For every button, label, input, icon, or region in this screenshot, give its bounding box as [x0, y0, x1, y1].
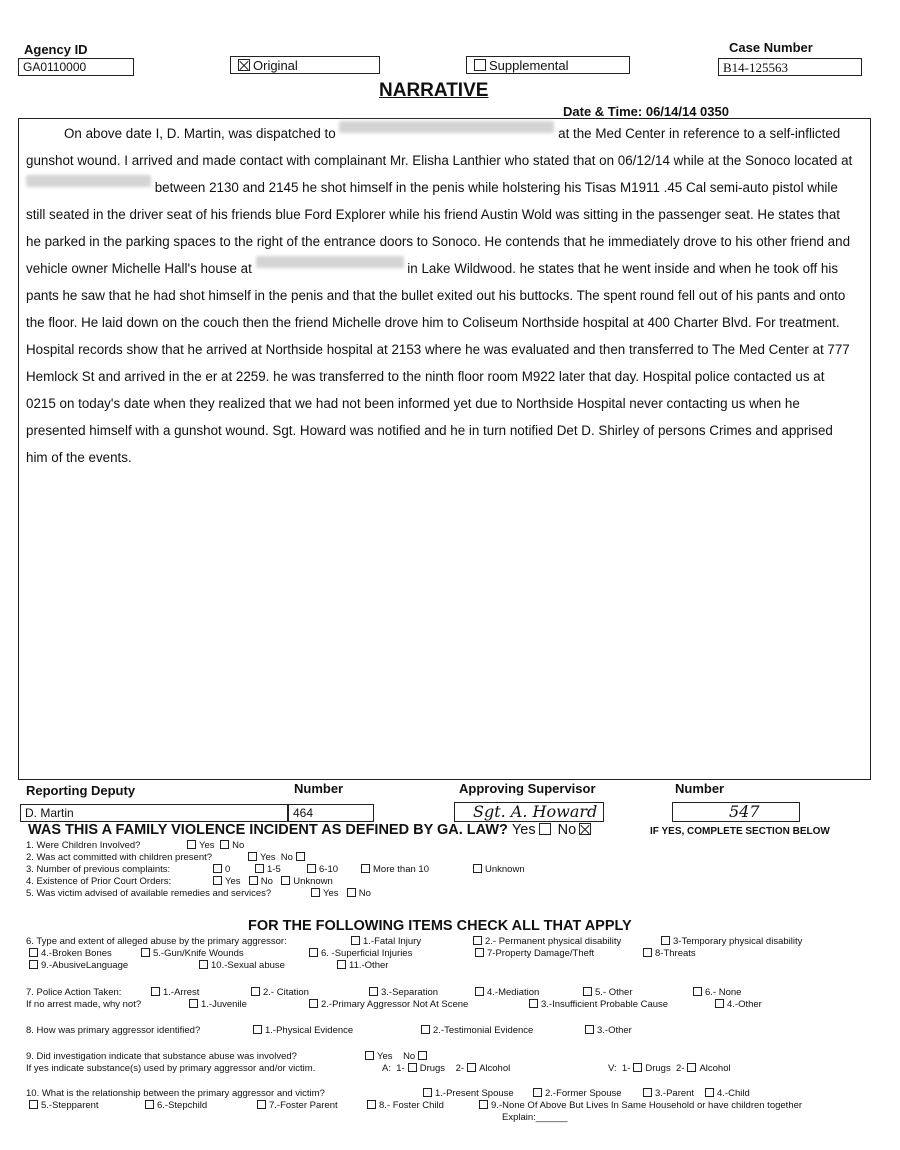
supplemental-checkbox-field	[466, 56, 630, 74]
q9-v-alcohol-label: Alcohol	[699, 1063, 731, 1074]
q10-opt-0	[420, 1088, 514, 1099]
q9-a-label: A:	[382, 1063, 391, 1074]
q6-opt-7	[640, 948, 696, 959]
fv-q3-opt-3-label: More than 10	[373, 864, 429, 875]
fv-q4	[26, 876, 171, 887]
q6-opt-4-checkbox	[141, 948, 150, 957]
q7-opt-3	[472, 987, 539, 998]
agency-id-field: GA0110000	[18, 58, 134, 76]
original-checkbox-field	[230, 56, 380, 74]
q6-opt-3-checkbox	[29, 948, 38, 957]
q7-opt-3-label: 4.-Mediation	[487, 987, 540, 998]
q9-aggressor-options	[382, 1063, 510, 1074]
q10-opt-1-checkbox	[533, 1088, 542, 1097]
date-time: Date & Time: 06/14/14 0350	[563, 104, 729, 119]
redacted-address-1	[339, 121, 554, 133]
q6-opt-7-checkbox	[643, 948, 652, 957]
q9-v-label: V:	[608, 1063, 617, 1074]
q9-v-num-2: 2-	[675, 1063, 685, 1074]
q6-opt-5-checkbox	[309, 948, 318, 957]
fv-q1-options	[184, 840, 244, 851]
supervisor-signature: Sgt. A. Howard	[454, 802, 604, 822]
fv-note: IF YES, COMPLETE SECTION BELOW	[650, 826, 830, 837]
original-label: Original	[253, 58, 298, 73]
q10-opt-0-label: 1.-Present Spouse	[435, 1088, 514, 1099]
fv-q5	[26, 888, 271, 899]
q6-opt-9	[196, 960, 285, 971]
case-number-label: Case Number	[729, 40, 813, 55]
q6-opt-9-label: 10.-Sexual abuse	[211, 960, 285, 971]
q7	[26, 987, 121, 998]
q8-opt-0-label: 1.-Physical Evidence	[265, 1025, 354, 1036]
narrative-part-1: On above date I, D. Martin, was dispatched to	[64, 126, 340, 141]
fv-q3-opt-1-checkbox	[255, 864, 264, 873]
q6-opt-7-label: 8-Threats	[655, 948, 696, 959]
q10-opt-8-checkbox	[479, 1100, 488, 1109]
q7-opt-4-label: 5.- Other	[595, 987, 633, 998]
fv-q4-yes-label: Yes	[225, 876, 241, 887]
q7-opt-2-checkbox	[369, 987, 378, 996]
fv-q2-options	[245, 852, 308, 863]
fv-q4-unknown-label: Unknown	[293, 876, 333, 887]
q6-opt-6-label: 7-Property Damage/Theft	[487, 948, 595, 959]
q9-victim-options	[608, 1063, 731, 1074]
fv-q1-text: 1. Were Children Involved?	[26, 840, 141, 851]
family-violence-question	[28, 822, 594, 838]
q7b-opt-3-checkbox	[715, 999, 724, 1008]
q9-a-drugs-label: Drugs	[419, 1063, 446, 1074]
q6	[26, 936, 287, 947]
q10-opt-1	[530, 1088, 622, 1099]
q7-opt-1-checkbox	[251, 987, 260, 996]
fv-q3-opt-4-checkbox	[473, 864, 482, 873]
fv-q3-opt-1	[252, 864, 281, 875]
q9-text: 9. Did investigation indicate that substance abuse was involved?	[26, 1051, 297, 1062]
deputy-number-field: 464	[288, 804, 374, 822]
supervisor-number-field: 547	[672, 802, 800, 822]
q10-opt-6	[254, 1100, 338, 1111]
redacted-address-3	[256, 256, 404, 268]
fv-q2-yes-label: Yes	[260, 852, 276, 863]
q8-opt-1-label: 2.-Testimonial Evidence	[433, 1025, 534, 1036]
q8	[26, 1025, 200, 1036]
q8-opt-1-checkbox	[421, 1025, 430, 1034]
q10-opt-4-label: 5.-Stepparent	[41, 1100, 99, 1111]
q8-opt-2	[582, 1025, 632, 1036]
q7b-opt-1-label: 2.-Primary Aggressor Not At Scene	[321, 999, 469, 1010]
q6-opt-3	[26, 948, 112, 959]
q10-opt-2-label: 3.-Parent	[655, 1088, 695, 1099]
q10-opt-2	[640, 1088, 694, 1099]
q8-opt-0-checkbox	[253, 1025, 262, 1034]
q6-opt-10	[334, 960, 388, 971]
q10-opt-8-label: 9.-None Of Above But Lives In Same Household or have children together	[491, 1100, 803, 1111]
q6-opt-0-label: 1.-Fatal Injury	[363, 936, 422, 947]
fv-q2-text: 2. Was act committed with children present?	[26, 852, 213, 863]
q9-v-num-1: 1-	[621, 1063, 631, 1074]
q6-opt-4	[138, 948, 244, 959]
q8-opt-2-checkbox	[585, 1025, 594, 1034]
fv-q1-yes-checkbox	[187, 840, 196, 849]
q6-opt-2-checkbox	[661, 936, 670, 945]
fv-q2-no-label: No	[280, 852, 293, 863]
fv-q5-yes-label: Yes	[323, 888, 339, 899]
q10-opt-4	[26, 1100, 99, 1111]
supplemental-label: Supplemental	[489, 58, 569, 73]
supplemental-checkbox	[474, 59, 486, 71]
q6-opt-6	[472, 948, 594, 959]
q6-opt-4-label: 5.-Gun/Knife Wounds	[153, 948, 244, 959]
q6-opt-3-label: 4.-Broken Bones	[41, 948, 112, 959]
q6-opt-1-checkbox	[473, 936, 482, 945]
q7b	[26, 999, 141, 1010]
fv-q1-no-label: No	[232, 840, 245, 851]
q7b-opt-2-checkbox	[529, 999, 538, 1008]
q7-opt-5-checkbox	[693, 987, 702, 996]
fv-yes-label: Yes	[511, 822, 536, 838]
fv-q2-yes-checkbox	[248, 852, 257, 861]
q7-text: 7. Police Action Taken:	[26, 987, 122, 998]
fv-q3-opt-2-label: 6-10	[319, 864, 339, 875]
fv-q1	[26, 840, 140, 851]
supervisor-number-label: Number	[675, 781, 725, 796]
q7-opt-4-checkbox	[583, 987, 592, 996]
q6-opt-2	[658, 936, 802, 947]
q7b-opt-3	[712, 999, 762, 1010]
agency-id-label: Agency ID	[24, 42, 88, 57]
fv-q5-no-checkbox	[347, 888, 356, 897]
q6-opt-9-checkbox	[199, 960, 208, 969]
q7-opt-1	[248, 987, 309, 998]
q10-opt-7	[364, 1100, 444, 1111]
q10-opt-0-checkbox	[423, 1088, 432, 1097]
narrative-text	[26, 120, 856, 471]
fv-q3-opt-0	[210, 864, 230, 875]
q8-opt-0	[250, 1025, 353, 1036]
q7-opt-1-label: 2.- Citation	[263, 987, 309, 998]
fv-q4-no-label: No	[260, 876, 273, 887]
fv-q3-opt-2	[304, 864, 338, 875]
fv-q5-options	[308, 888, 371, 899]
q6-opt-5-label: 6. -Superficial Injuries	[321, 948, 413, 959]
q9-v-drugs-label: Drugs	[645, 1063, 671, 1074]
q6-opt-2-label: 3-Temporary physical disability	[673, 936, 803, 947]
q7b-text: If no arrest made, why not?	[26, 999, 142, 1010]
q7b-opt-3-label: 4.-Other	[727, 999, 762, 1010]
explain-field: Explain:______	[502, 1112, 568, 1123]
fv-q3-opt-4-label: Unknown	[485, 864, 525, 875]
fv-yes-checkbox	[539, 823, 551, 835]
q6-opt-8-checkbox	[29, 960, 38, 969]
q9-yes-checkbox	[365, 1051, 374, 1060]
q9-options	[362, 1051, 430, 1062]
fv-q1-yes-label: Yes	[199, 840, 215, 851]
narrative-part-3: between 2130 and 2145 he shot himself in the penis while holstering his Tisas M1911 .45 Cal semi-auto pistol while still seated in the driver seat of his friends blue Ford Explorer while his friend Austin Wold was sitting in the passenger seat. He states that he parked in the parking spaces to the right of the entrance doors to Sonoco. He contends that he immediately drove to his other friend and vehicle owner Michelle Hall's house at	[26, 180, 851, 276]
fv-q5-yes-checkbox	[311, 888, 320, 897]
reporting-deputy-label: Reporting Deputy	[26, 783, 136, 798]
q9b	[26, 1063, 315, 1074]
q7b-opt-1	[306, 999, 468, 1010]
q10-opt-7-checkbox	[367, 1100, 376, 1109]
fv-q5-text: 5. Was victim advised of available remedies and services?	[26, 888, 272, 899]
q9	[26, 1051, 297, 1062]
q9-a-alcohol-label: Alcohol	[479, 1063, 511, 1074]
q6-opt-0	[348, 936, 421, 947]
fv-q4-no-checkbox	[249, 876, 258, 885]
q9-v-alcohol-checkbox	[687, 1063, 696, 1072]
q9-yes-label: Yes	[377, 1051, 393, 1062]
fv-question-text: WAS THIS A FAMILY VIOLENCE INCIDENT AS DEFINED BY GA. LAW?	[28, 822, 508, 838]
q7b-opt-2-label: 3.-Insufficient Probable Cause	[541, 999, 669, 1010]
q7-opt-0	[148, 987, 199, 998]
q7-opt-4	[580, 987, 633, 998]
fv-q3-opt-1-label: 1-5	[267, 864, 281, 875]
fv-q4-text: 4. Existence of Prior Court Orders:	[26, 876, 172, 887]
q6-opt-8-label: 9.-AbusiveLanguage	[41, 960, 129, 971]
q7-opt-0-label: 1.-Arrest	[163, 987, 200, 998]
q10-opt-3-checkbox	[705, 1088, 714, 1097]
q7-opt-5-label: 6.- None	[705, 987, 742, 998]
q10-opt-7-label: 8.- Foster Child	[379, 1100, 444, 1111]
q9-a-num-2: 2-	[455, 1063, 465, 1074]
fv-q5-no-label: No	[358, 888, 371, 899]
fv-no-checkbox	[579, 823, 591, 835]
fv-q3-opt-3	[358, 864, 429, 875]
q7-opt-5	[690, 987, 741, 998]
q6-opt-1-label: 2.- Permanent physical disability	[485, 936, 622, 947]
fv-q3-opt-2-checkbox	[307, 864, 316, 873]
q9-a-alcohol-checkbox	[467, 1063, 476, 1072]
q8-opt-1	[418, 1025, 533, 1036]
q6-opt-8	[26, 960, 128, 971]
q7-opt-2	[366, 987, 438, 998]
q9-no-checkbox	[418, 1051, 427, 1060]
q8-opt-2-label: 3.-Other	[597, 1025, 632, 1036]
fv-q4-yes-checkbox	[213, 876, 222, 885]
q10	[26, 1088, 325, 1099]
fv-q4-unknown-checkbox	[281, 876, 290, 885]
q10-opt-2-checkbox	[643, 1088, 652, 1097]
q10-opt-5-label: 6.-Stepchild	[157, 1100, 208, 1111]
q9-a-drugs-checkbox	[408, 1063, 417, 1072]
q9-v-drugs-checkbox	[633, 1063, 642, 1072]
case-number-field: B14-125563	[718, 58, 862, 76]
fv-q4-options	[210, 876, 333, 887]
q7b-opt-0-label: 1.-Juvenile	[201, 999, 247, 1010]
fv-q3-opt-0-label: 0	[225, 864, 231, 875]
q10-opt-5-checkbox	[145, 1100, 154, 1109]
q10-opt-5	[142, 1100, 207, 1111]
q9-no-label: No	[403, 1051, 416, 1062]
q6-opt-5	[306, 948, 412, 959]
q7b-opt-1-checkbox	[309, 999, 318, 1008]
q7b-opt-2	[526, 999, 668, 1010]
q6-text: 6. Type and extent of alleged abuse by the primary aggressor:	[26, 936, 287, 947]
q10-opt-6-label: 7.-Foster Parent	[269, 1100, 338, 1111]
q8-text: 8. How was primary aggressor identified?	[26, 1025, 201, 1036]
q7b-opt-0	[186, 999, 247, 1010]
approving-supervisor-label: Approving Supervisor	[459, 781, 596, 796]
fv-q3-opt-0-checkbox	[213, 864, 222, 873]
q9b-text: If yes indicate substance(s) used by primary aggressor and/or victim.	[26, 1063, 316, 1074]
q10-opt-3-label: 4.-Child	[717, 1088, 750, 1099]
original-checkbox	[238, 59, 250, 71]
fv-q3	[26, 864, 170, 875]
q10-opt-3	[702, 1088, 750, 1099]
q7-opt-3-checkbox	[475, 987, 484, 996]
q10-opt-1-label: 2.-Former Spouse	[545, 1088, 622, 1099]
fv-q3-opt-4	[470, 864, 525, 875]
q6-opt-6-checkbox	[475, 948, 484, 957]
q9-a-num-1: 1-	[396, 1063, 405, 1074]
fv-q2-no-checkbox	[296, 852, 305, 861]
check-all-heading: FOR THE FOLLOWING ITEMS CHECK ALL THAT APPLY	[248, 918, 632, 934]
q7-opt-0-checkbox	[151, 987, 160, 996]
redacted-address-2	[26, 175, 151, 187]
fv-q2	[26, 852, 212, 863]
q6-opt-1	[470, 936, 621, 947]
q7-opt-2-label: 3.-Separation	[381, 987, 439, 998]
q7b-opt-0-checkbox	[189, 999, 198, 1008]
fv-q1-no-checkbox	[220, 840, 229, 849]
deputy-number-label: Number	[294, 781, 344, 796]
narrative-part-4: in Lake Wildwood. he states that he went inside and when he took off his pants he saw that he had shot himself in the penis and that the bullet exited out his buttocks. The spent round fell out of his pants and onto the floor. He laid down on the couch then the friend Michelle drove him to Coliseum Northside hospital at 400 Charter Blvd. For treatment. Hospital records show that he arrived at Northside hospital at 2153 where he was evaluated and then transferred to The Med Center at 777 Hemlock St and arrived in the er at 2259. he was transferred to the ninth floor room M922 later that day. Hospital police contacted us at 0215 on today's date when they realized that we had not been informed yet due to Northside Hospital never contacting us when he presented himself with a gunshot wound. Sgt. Howard was notified and he in turn notified Det D. Shirley of persons Crimes and apprised him of the events.	[26, 261, 850, 465]
fv-q3-opt-3-checkbox	[361, 864, 370, 873]
q10-opt-8	[476, 1100, 802, 1111]
q6-opt-0-checkbox	[351, 936, 360, 945]
q6-opt-10-checkbox	[337, 960, 346, 969]
page-title: NARRATIVE	[379, 80, 489, 101]
q10-text: 10. What is the relationship between the primary aggressor and victim?	[26, 1088, 325, 1099]
fv-q3-text: 3. Number of previous complaints:	[26, 864, 171, 875]
deputy-name-field: D. Martin	[20, 804, 288, 822]
q10-opt-4-checkbox	[29, 1100, 38, 1109]
narrative-part-2: at the Med Center in reference to a self-inflicted gunshot wound. I arrived and made contact with complainant Mr. Elisha Lanthier who stated that on 06/12/14 while at the Sonoco located at	[26, 126, 853, 168]
fv-no-label: No	[557, 822, 577, 838]
q10-opt-6-checkbox	[257, 1100, 266, 1109]
q6-opt-10-label: 11.-Other	[349, 960, 389, 971]
